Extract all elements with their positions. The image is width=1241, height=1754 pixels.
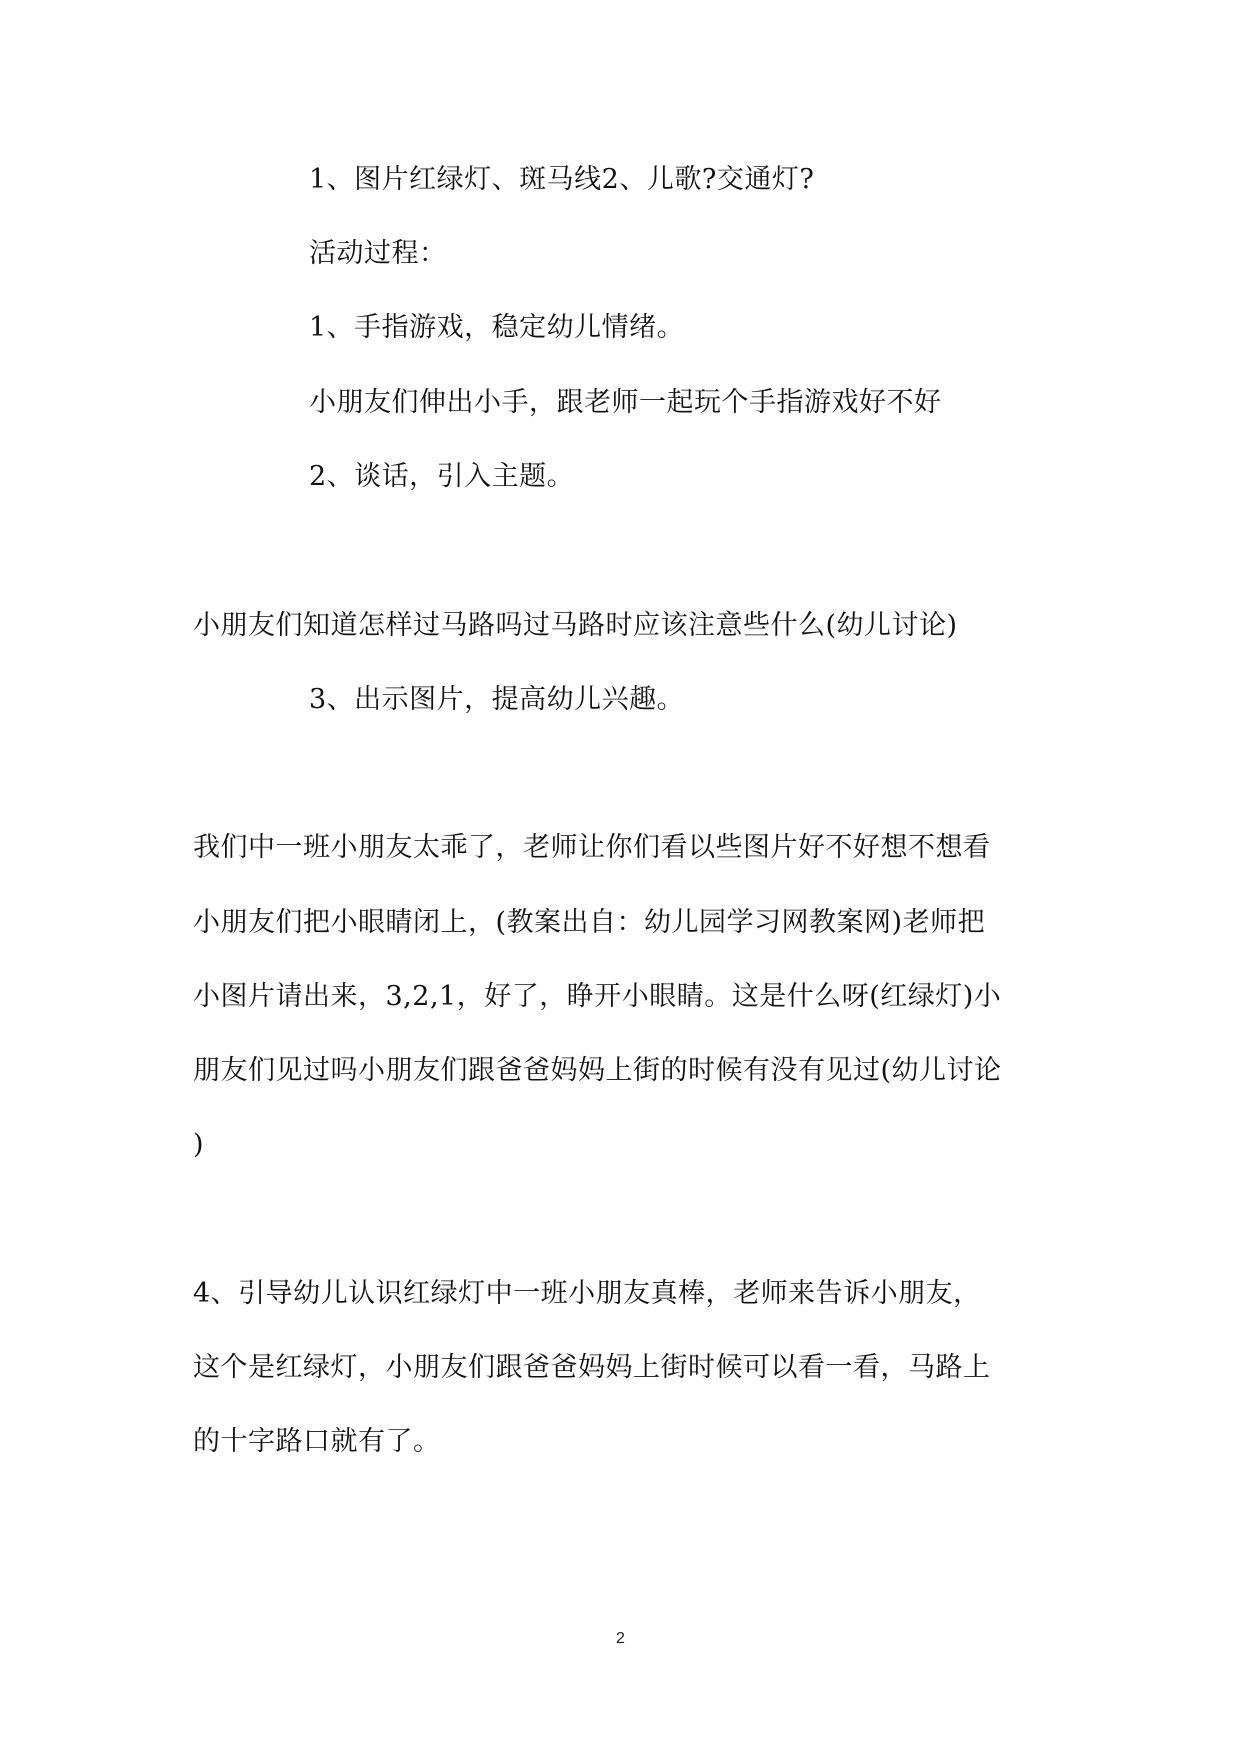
paragraph-line: 小图片请出来，3,2,1，好了，睁开小眼睛。这是什么呀(红绿灯)小	[193, 981, 1002, 1012]
step-4-line: 的十字路口就有了。	[193, 1426, 441, 1457]
step-4-line: 这个是红绿灯，小朋友们跟爸爸妈妈上街时候可以看一看，马路上	[193, 1352, 991, 1383]
step-2-text: 小朋友们知道怎样过马路吗过马路时应该注意些什么(幼儿讨论)	[193, 610, 958, 641]
paragraph-line: 小朋友们把小眼睛闭上，(教案出自：幼儿园学习网教案网)老师把	[193, 907, 986, 938]
step-2-heading: 2、谈话，引入主题。	[309, 461, 575, 492]
paragraph-line: )	[193, 1129, 205, 1160]
paragraph-line: 我们中一班小朋友太乖了，老师让你们看以些图片好不好想不想看	[193, 832, 991, 863]
materials-line: 1、图片红绿灯、斑马线2、儿歌?交通灯?	[309, 164, 815, 195]
step-1-heading: 1、手指游戏，稳定幼儿情绪。	[309, 312, 685, 343]
step-1-text: 小朋友们伸出小手，跟老师一起玩个手指游戏好不好	[309, 387, 942, 418]
step-3-heading: 3、出示图片，提高幼儿兴趣。	[309, 684, 685, 715]
step-4-line: 4、引导幼儿认识红绿灯中一班小朋友真棒，老师来告诉小朋友，	[193, 1278, 981, 1309]
page-number: 2	[616, 1630, 625, 1647]
section-heading-process: 活动过程：	[309, 238, 447, 269]
paragraph-line: 朋友们见过吗小朋友们跟爸爸妈妈上街的时候有没有见过(幼儿讨论	[193, 1055, 1002, 1086]
